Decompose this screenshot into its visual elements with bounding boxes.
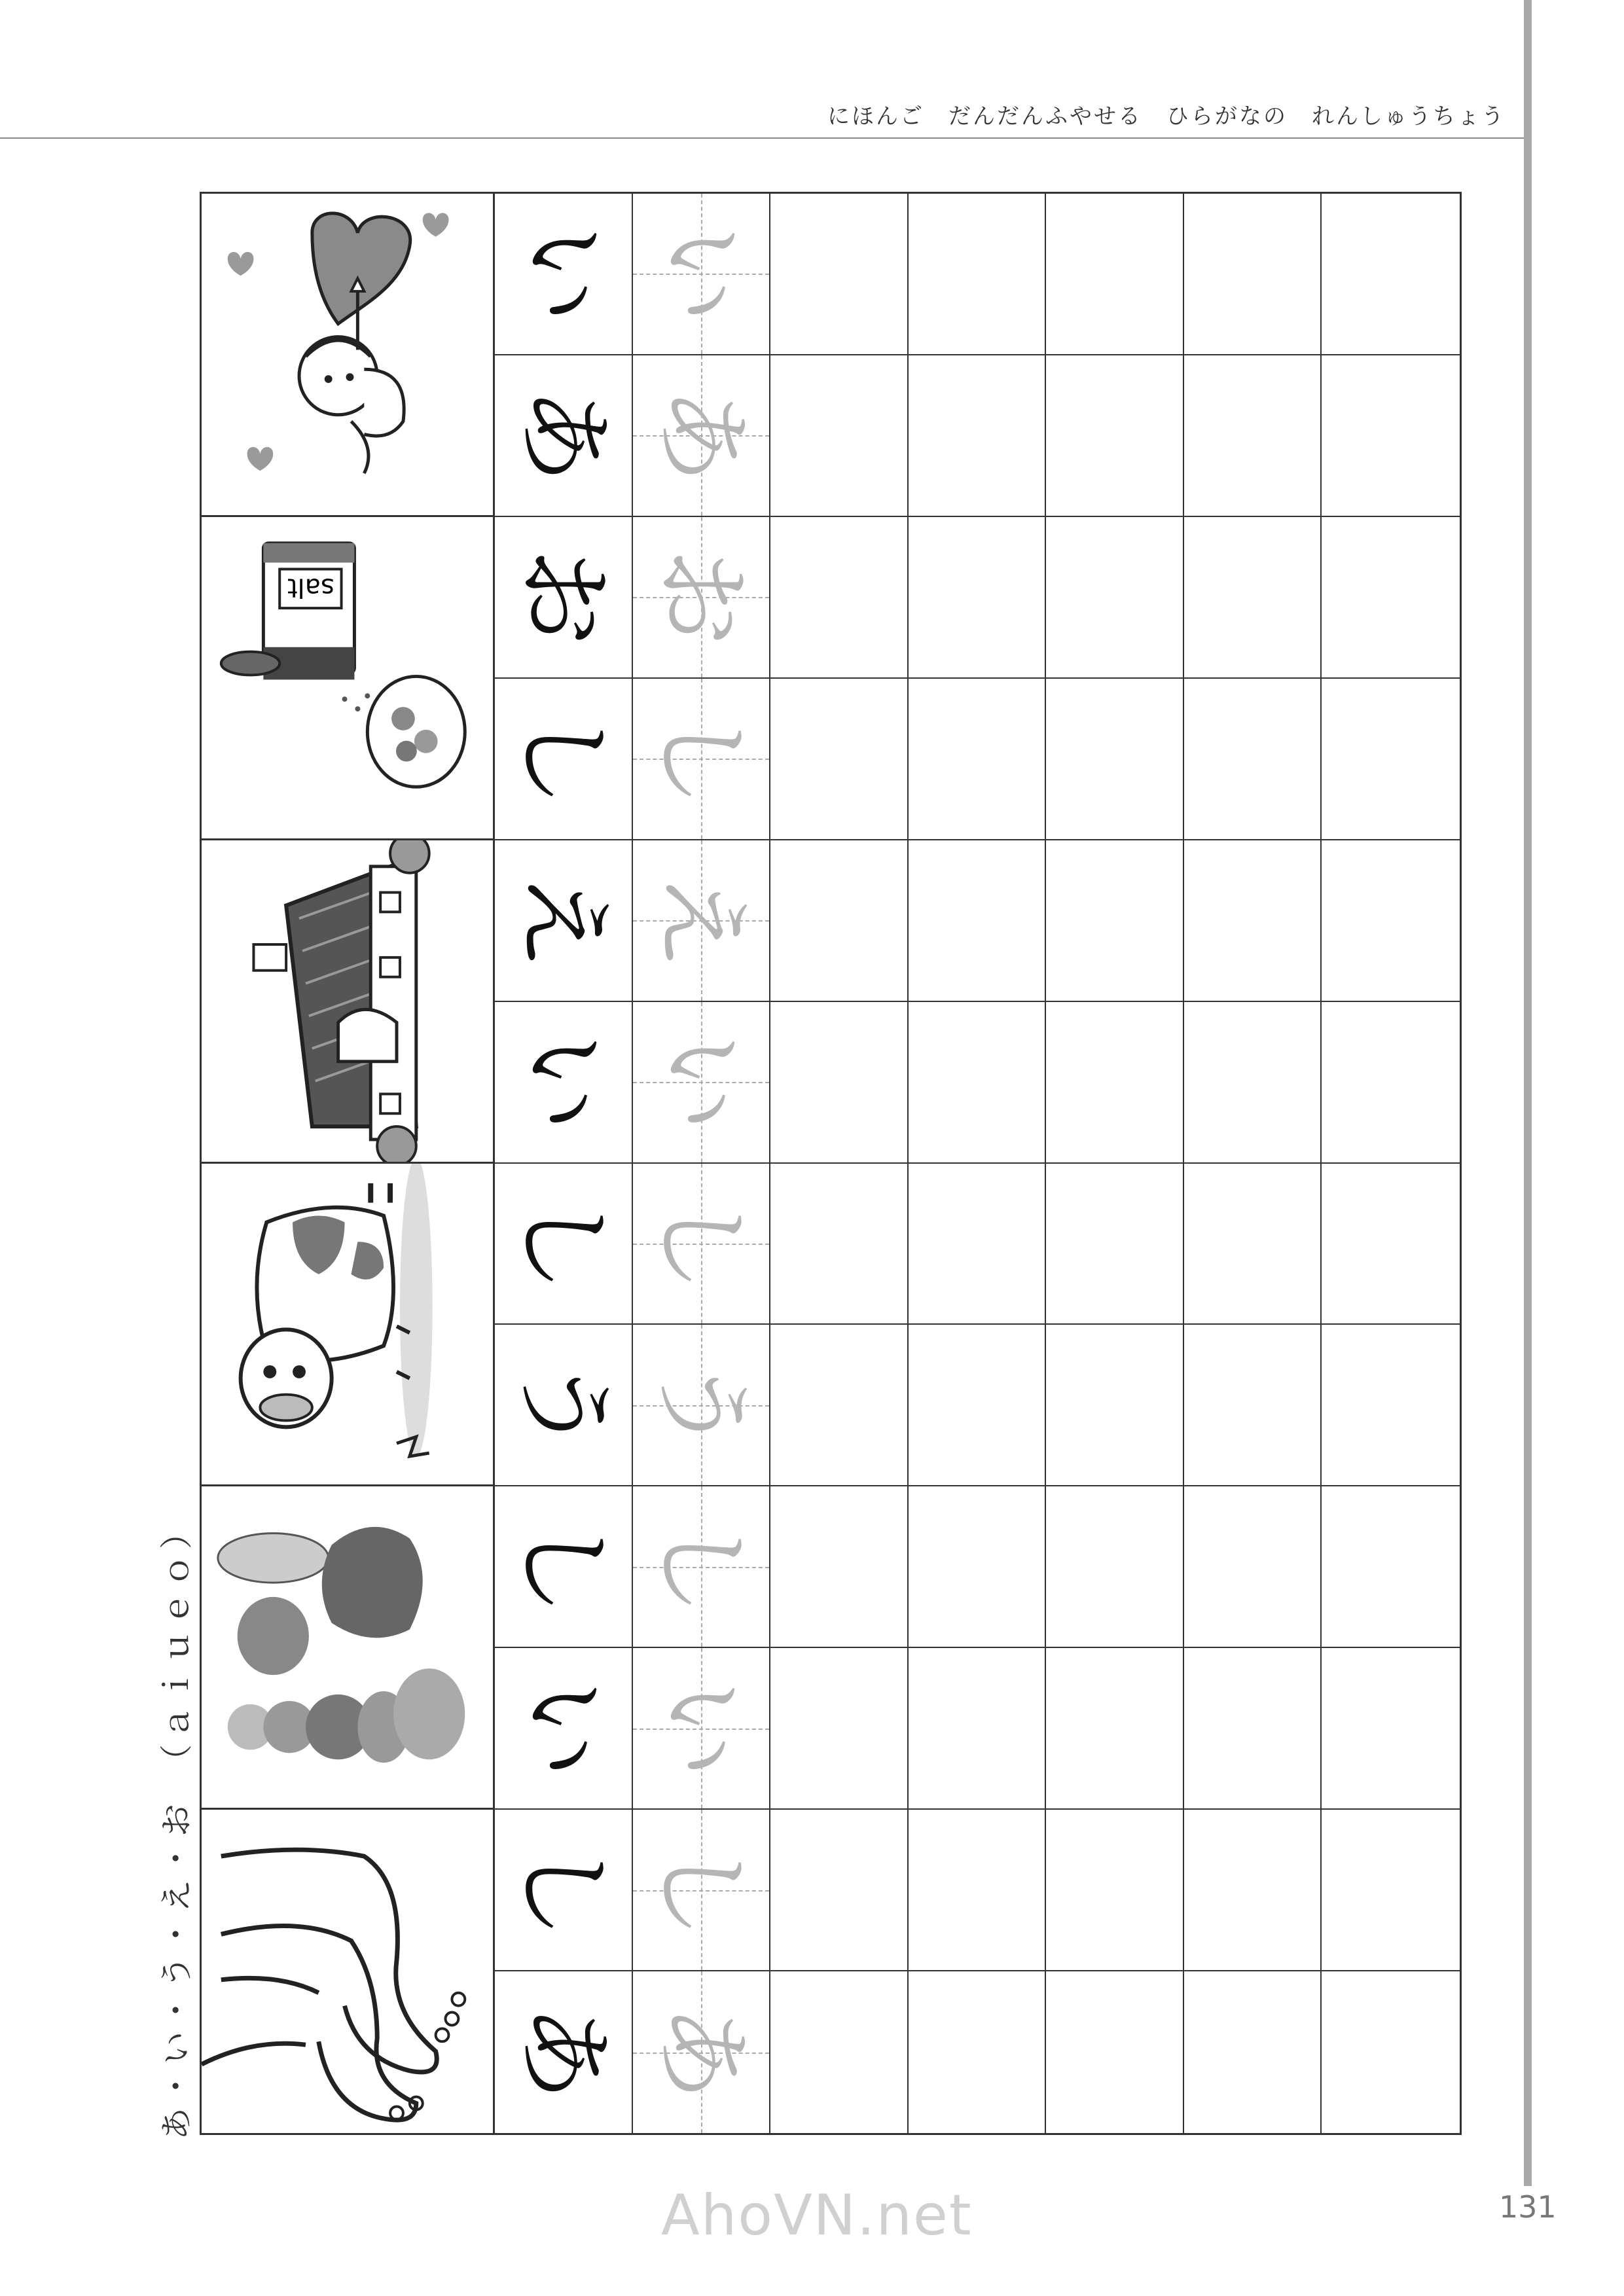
- empty-practice-cell[interactable]: [1046, 1810, 1184, 1971]
- model-char: お: [506, 548, 621, 647]
- empty-practice-cell[interactable]: [1322, 1164, 1460, 1325]
- model-char: し: [506, 1194, 621, 1293]
- salt-shaker-icon: [202, 517, 493, 838]
- empty-practice-cell[interactable]: [1184, 1810, 1322, 1971]
- trace-char-cell[interactable]: [633, 1164, 771, 1325]
- empty-practice-cell[interactable]: [909, 1648, 1047, 1810]
- picture-cell-cow: [202, 1164, 495, 1487]
- empty-practice-cell[interactable]: [1046, 194, 1184, 355]
- empty-practice-cell[interactable]: [909, 1971, 1047, 2133]
- model-char-cell: [495, 194, 633, 355]
- empty-practice-cell[interactable]: [1184, 679, 1322, 840]
- trace-char: い: [643, 224, 758, 323]
- empty-practice-cell[interactable]: [909, 679, 1047, 840]
- empty-practice-cell[interactable]: [770, 194, 909, 355]
- empty-practice-cell[interactable]: [1046, 840, 1184, 1002]
- trace-char: い: [643, 1679, 758, 1778]
- model-char: あ: [506, 2003, 621, 2102]
- empty-practice-cell[interactable]: [909, 1325, 1047, 1486]
- trace-char-cell[interactable]: [633, 1002, 771, 1164]
- empty-practice-cell[interactable]: [1322, 517, 1460, 679]
- model-char-cell: [495, 679, 633, 840]
- empty-practice-cell[interactable]: [1184, 517, 1322, 679]
- trace-char-cell[interactable]: [633, 1810, 771, 1971]
- model-char-cell: [495, 840, 633, 1002]
- page-margin-bar: [1524, 0, 1532, 2186]
- empty-practice-cell[interactable]: [1322, 840, 1460, 1002]
- empty-practice-cell[interactable]: [770, 1325, 909, 1486]
- empty-practice-cell[interactable]: [1322, 1486, 1460, 1648]
- empty-practice-cell[interactable]: [770, 1971, 909, 2133]
- empty-practice-cell[interactable]: [1184, 1971, 1322, 2133]
- trace-char-cell[interactable]: [633, 194, 771, 355]
- trace-char-cell[interactable]: [633, 1325, 771, 1486]
- feet-icon: [202, 1810, 493, 2133]
- empty-practice-cell[interactable]: [1184, 840, 1322, 1002]
- empty-practice-cell[interactable]: [1046, 1325, 1184, 1486]
- empty-practice-cell[interactable]: [1322, 194, 1460, 355]
- trace-char: あ: [643, 386, 758, 485]
- empty-practice-cell[interactable]: [1184, 355, 1322, 517]
- picture-cell-house: [202, 840, 495, 1164]
- practice-grid: [200, 192, 1462, 2135]
- empty-practice-cell[interactable]: [909, 355, 1047, 517]
- trace-char: え: [643, 871, 758, 970]
- empty-practice-cell[interactable]: [909, 1002, 1047, 1164]
- empty-practice-cell[interactable]: [909, 1164, 1047, 1325]
- model-char-cell: [495, 1164, 633, 1325]
- model-char: し: [506, 709, 621, 808]
- empty-practice-cell[interactable]: [1046, 1164, 1184, 1325]
- empty-practice-cell[interactable]: [770, 517, 909, 679]
- model-char: し: [506, 1517, 621, 1616]
- empty-practice-cell[interactable]: [1046, 1648, 1184, 1810]
- empty-practice-cell[interactable]: [1046, 1002, 1184, 1164]
- empty-practice-cell[interactable]: [1046, 517, 1184, 679]
- watermark: AhoVN.net: [661, 2183, 973, 2248]
- trace-char-cell[interactable]: [633, 840, 771, 1002]
- stones-icon: [202, 1486, 493, 1808]
- trace-char: お: [643, 548, 758, 647]
- empty-practice-cell[interactable]: [770, 1648, 909, 1810]
- trace-char-cell[interactable]: [633, 1971, 771, 2133]
- trace-char: し: [643, 709, 758, 808]
- house-icon: [202, 840, 493, 1162]
- model-char: い: [506, 1033, 621, 1132]
- model-char-cell: [495, 1810, 633, 1971]
- empty-practice-cell[interactable]: [909, 194, 1047, 355]
- picture-cell-feet: [202, 1810, 495, 2133]
- empty-practice-cell[interactable]: [770, 1002, 909, 1164]
- model-char: い: [506, 1679, 621, 1778]
- picture-cell-stones: [202, 1486, 495, 1810]
- trace-char: あ: [643, 2003, 758, 2102]
- empty-practice-cell[interactable]: [1322, 1648, 1460, 1810]
- trace-char: い: [643, 1033, 758, 1132]
- trace-char-cell[interactable]: [633, 1648, 771, 1810]
- empty-practice-cell[interactable]: [1184, 1002, 1322, 1164]
- trace-char: し: [643, 1840, 758, 1939]
- cow-icon: [202, 1164, 493, 1485]
- empty-practice-cell[interactable]: [909, 517, 1047, 679]
- empty-practice-cell[interactable]: [1184, 1648, 1322, 1810]
- empty-practice-cell[interactable]: [1322, 355, 1460, 517]
- header-rule: [0, 137, 1525, 139]
- empty-practice-cell[interactable]: [1322, 679, 1460, 840]
- model-char-cell: [495, 1486, 633, 1648]
- empty-practice-cell[interactable]: [1046, 355, 1184, 517]
- empty-practice-cell[interactable]: [1184, 1164, 1322, 1325]
- trace-char: う: [643, 1355, 758, 1454]
- model-char: え: [506, 871, 621, 970]
- picture-cell-cupid: [202, 194, 495, 517]
- empty-practice-cell[interactable]: [1322, 1810, 1460, 1971]
- empty-practice-cell[interactable]: [1184, 1486, 1322, 1648]
- svg-text:salt: salt: [287, 572, 334, 603]
- trace-char: し: [643, 1194, 758, 1293]
- empty-practice-cell[interactable]: [1184, 1325, 1322, 1486]
- empty-practice-cell[interactable]: [909, 1810, 1047, 1971]
- trace-char: し: [643, 1517, 758, 1616]
- cupid-heart-icon: [202, 194, 493, 515]
- side-label: あ・い・う・え・お （ａｉｕｅｏ）: [158, 1511, 196, 2140]
- model-char: い: [506, 224, 621, 323]
- trace-char-cell[interactable]: [633, 517, 771, 679]
- model-char: う: [506, 1355, 621, 1454]
- empty-practice-cell[interactable]: [770, 1486, 909, 1648]
- model-char-cell: [495, 517, 633, 679]
- model-char: あ: [506, 386, 621, 485]
- empty-practice-cell[interactable]: [909, 840, 1047, 1002]
- model-char-cell: [495, 1648, 633, 1810]
- empty-practice-cell[interactable]: [1322, 1971, 1460, 2133]
- model-char-cell: [495, 1971, 633, 2133]
- empty-practice-cell[interactable]: [1046, 1971, 1184, 2133]
- picture-cell-salt: [202, 517, 495, 840]
- trace-char-cell[interactable]: [633, 355, 771, 517]
- model-char: し: [506, 1840, 621, 1939]
- empty-practice-cell[interactable]: [770, 1164, 909, 1325]
- empty-practice-cell[interactable]: [1322, 1325, 1460, 1486]
- page-number: 131: [1499, 2189, 1557, 2225]
- empty-practice-cell[interactable]: [1046, 679, 1184, 840]
- model-char-cell: [495, 355, 633, 517]
- empty-practice-cell[interactable]: [770, 1810, 909, 1971]
- empty-practice-cell[interactable]: [770, 355, 909, 517]
- header-title: にほんご だんだんふやせる ひらがなの れんしゅうちょう: [827, 103, 1506, 130]
- model-char-cell: [495, 1325, 633, 1486]
- empty-practice-cell[interactable]: [909, 1486, 1047, 1648]
- empty-practice-cell[interactable]: [1322, 1002, 1460, 1164]
- model-char-cell: [495, 1002, 633, 1164]
- empty-practice-cell[interactable]: [770, 679, 909, 840]
- trace-char-cell[interactable]: [633, 1486, 771, 1648]
- empty-practice-cell[interactable]: [1046, 1486, 1184, 1648]
- trace-char-cell[interactable]: [633, 679, 771, 840]
- empty-practice-cell[interactable]: [770, 840, 909, 1002]
- empty-practice-cell[interactable]: [1184, 194, 1322, 355]
